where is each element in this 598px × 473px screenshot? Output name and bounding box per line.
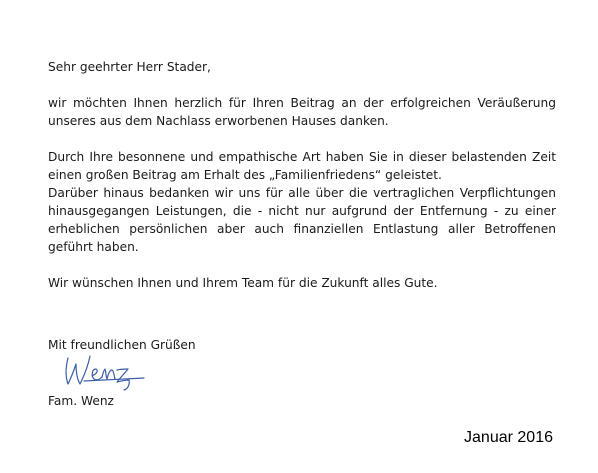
paragraph-family-peace bbox=[48, 148, 556, 184]
paragraph-line: hinausgegangen Leistungen, die - nicht nur aufgrund der Entfernung - zu einer bbox=[48, 204, 556, 218]
paragraph-extra-services bbox=[48, 184, 556, 256]
letter-body bbox=[48, 58, 556, 292]
sender-name: Fam. Wenz bbox=[48, 394, 114, 408]
paragraph-line: unseres aus dem Nachlass erworbenen Hauses danken. bbox=[48, 114, 389, 128]
paragraph-line: geführt haben. bbox=[48, 240, 139, 254]
letter-date: Januar 2016 bbox=[464, 429, 553, 446]
paragraph-line: Wir wünschen Ihnen und Ihrem Team für die Zukunft alles Gute. bbox=[48, 276, 438, 290]
paragraph-line: einen großen Beitrag am Erhalt des „Familienfriedens“ geleistet. bbox=[48, 168, 442, 182]
paragraph-line: Durch Ihre besonnene und empathische Art haben Sie in dieser belastenden Zeit bbox=[48, 150, 556, 164]
closing-phrase: Mit freundlichen Grüßen bbox=[48, 338, 196, 352]
salutation: Sehr geehrter Herr Stader, bbox=[48, 60, 211, 74]
paragraph-line: erheblichen persönlichen aber auch finanziellen Entlastung aller Betroffenen bbox=[48, 222, 556, 236]
paragraph-line: wir möchten Ihnen herzlich für Ihren Beitrag an der erfolgreichen Veräußerung bbox=[48, 96, 556, 110]
paragraph-thanks bbox=[48, 94, 556, 130]
handwritten-signature bbox=[62, 352, 152, 392]
paragraph-wishes bbox=[48, 274, 556, 292]
paragraph-line: Darüber hinaus bedanken wir uns für alle über die vertraglichen Verpflichtungen bbox=[48, 186, 556, 200]
